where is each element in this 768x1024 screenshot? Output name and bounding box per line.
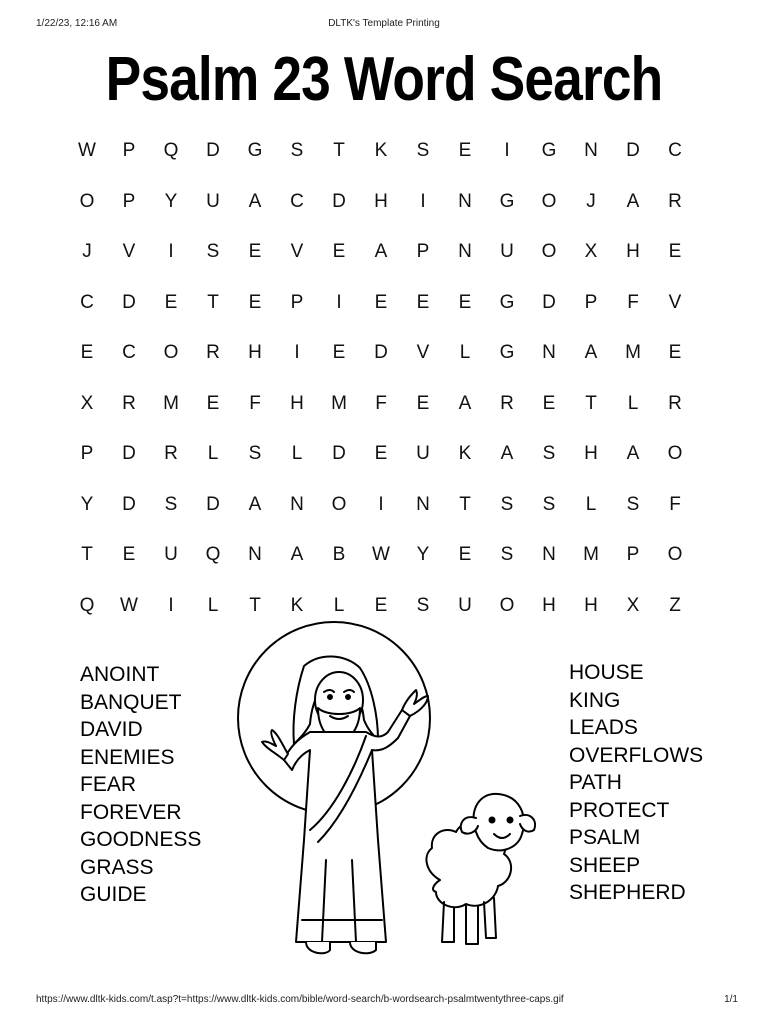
word-list-item: LEADS <box>569 716 638 739</box>
grid-cell: A <box>626 443 640 465</box>
word-list-item: PROTECT <box>569 798 670 822</box>
print-page-title: DLTK's Template Printing <box>328 18 440 29</box>
grid-cell: M <box>583 544 599 566</box>
grid-cell: D <box>332 443 346 465</box>
grid-cell: P <box>122 140 136 162</box>
grid-cell: A <box>584 342 598 364</box>
grid-cell: L <box>333 594 345 616</box>
grid-cell: A <box>626 190 640 212</box>
grid-cell: S <box>416 140 430 162</box>
grid-cell: E <box>248 291 262 313</box>
grid-cell: G <box>247 140 263 162</box>
grid-cell: E <box>542 392 556 414</box>
grid-cell: D <box>374 342 388 364</box>
grid-cell: N <box>458 241 472 263</box>
grid-cell: T <box>585 392 597 414</box>
grid-cell: O <box>541 190 557 212</box>
grid-cell: D <box>206 493 220 515</box>
grid-cell: R <box>500 392 514 414</box>
grid-cell: C <box>80 291 94 313</box>
grid-cell: E <box>164 291 178 313</box>
grid-cell: H <box>542 594 556 616</box>
grid-cell: E <box>332 342 346 364</box>
word-list-item: ANOINT <box>80 663 160 686</box>
word-list-item: DAVID <box>80 718 143 741</box>
grid-cell: R <box>164 443 178 465</box>
grid-cell: P <box>122 190 136 212</box>
grid-cell: Y <box>80 493 94 515</box>
grid-cell: A <box>458 392 472 414</box>
grid-cell: Q <box>163 140 179 162</box>
grid-cell: R <box>668 392 682 414</box>
grid-cell: W <box>120 594 138 616</box>
grid-cell: V <box>290 241 304 263</box>
grid-cell: S <box>290 140 304 162</box>
grid-cell: N <box>290 493 304 515</box>
grid-cell: S <box>500 493 514 515</box>
grid-cell: G <box>499 342 515 364</box>
grid-cell: R <box>206 342 220 364</box>
grid-cell: S <box>164 493 178 515</box>
footer-url: https://www.dltk-kids.com/t.asp?t=https://www.dltk-kids.com/bible/word-search/b-wordsearch-psalmtwentythree-caps.gif <box>36 994 564 1005</box>
grid-cell: D <box>332 190 346 212</box>
grid-cell: F <box>249 392 261 414</box>
grid-cell: M <box>163 392 179 414</box>
grid-cell: E <box>374 594 388 616</box>
footer-page-number: 1/1 <box>724 994 738 1005</box>
grid-cell: E <box>122 544 136 566</box>
grid-cell: T <box>333 140 345 162</box>
grid-cell: O <box>667 544 683 566</box>
grid-cell: F <box>375 392 387 414</box>
grid-cell: S <box>248 443 262 465</box>
grid-cell: R <box>668 190 682 212</box>
grid-cell: X <box>584 241 598 263</box>
grid-cell: I <box>168 241 174 263</box>
grid-cell: E <box>332 241 346 263</box>
word-list-item: OVERFLOWS <box>569 743 704 767</box>
grid-cell: N <box>584 140 598 162</box>
grid-cell: T <box>207 291 219 313</box>
grid-cell: D <box>122 291 136 313</box>
grid-cell: E <box>668 241 682 263</box>
grid-cell: D <box>206 140 220 162</box>
grid-cell: A <box>290 544 304 566</box>
grid-cell: B <box>332 544 346 566</box>
grid-cell: H <box>584 594 598 616</box>
grid-cell: E <box>458 291 472 313</box>
grid-cell: F <box>669 493 681 515</box>
word-list-left <box>80 661 201 909</box>
grid-cell: H <box>374 190 388 212</box>
grid-cell: C <box>290 190 304 212</box>
grid-cell: C <box>122 342 136 364</box>
grid-cell: T <box>81 544 93 566</box>
grid-cell: K <box>374 140 388 162</box>
grid-cell: G <box>499 291 515 313</box>
grid-cell: J <box>82 241 92 263</box>
grid-cell: U <box>458 594 472 616</box>
grid-cell: I <box>168 594 174 616</box>
grid-cell: S <box>626 493 640 515</box>
grid-cell: O <box>499 594 515 616</box>
worksheet-title: Psalm 23 Word Search <box>105 45 663 114</box>
grid-cell: S <box>542 493 556 515</box>
left-hand-icon <box>262 730 288 760</box>
grid-cell: Q <box>205 544 221 566</box>
right-hand-icon <box>402 690 428 716</box>
word-list-right <box>569 659 703 907</box>
grid-cell: H <box>626 241 640 263</box>
grid-cell: A <box>374 241 388 263</box>
grid-cell: L <box>291 443 303 465</box>
grid-cell: I <box>294 342 300 364</box>
grid-cell: J <box>586 190 596 212</box>
grid-cell: I <box>504 140 510 162</box>
grid-cell: D <box>626 140 640 162</box>
grid-cell: O <box>79 190 95 212</box>
grid-cell: D <box>122 443 136 465</box>
grid-cell: K <box>290 594 304 616</box>
grid-cell: F <box>627 291 639 313</box>
grid-cell: G <box>541 140 557 162</box>
letter-grid <box>66 126 696 631</box>
grid-cell: E <box>458 544 472 566</box>
grid-cell: G <box>499 190 515 212</box>
grid-cell: P <box>626 544 640 566</box>
grid-cell: Z <box>669 594 681 616</box>
grid-cell: H <box>584 443 598 465</box>
grid-cell: L <box>207 594 219 616</box>
grid-cell: O <box>541 241 557 263</box>
grid-cell: C <box>668 140 682 162</box>
grid-cell: U <box>164 544 178 566</box>
grid-cell: I <box>378 493 384 515</box>
grid-cell: K <box>458 443 472 465</box>
grid-cell: N <box>542 342 556 364</box>
word-list-item: FOREVER <box>80 800 182 824</box>
word-list-item: HOUSE <box>569 661 644 684</box>
grid-cell: P <box>416 241 430 263</box>
grid-cell: L <box>459 342 471 364</box>
word-list-item: FEAR <box>80 773 137 796</box>
grid-cell: S <box>416 594 430 616</box>
grid-cell: T <box>249 594 261 616</box>
grid-cell: P <box>584 291 598 313</box>
grid-cell: X <box>626 594 640 616</box>
grid-cell: O <box>667 443 683 465</box>
grid-cell: O <box>331 493 347 515</box>
feet-icon <box>306 942 376 953</box>
grid-cell: W <box>78 140 96 162</box>
grid-cell: V <box>416 342 430 364</box>
robe-icon <box>284 710 410 942</box>
grid-cell: E <box>374 443 388 465</box>
word-list-item: GRASS <box>80 855 154 879</box>
grid-cell: U <box>500 241 514 263</box>
grid-cell: I <box>336 291 342 313</box>
grid-cell: D <box>122 493 136 515</box>
grid-cell: N <box>248 544 262 566</box>
word-list-item: KING <box>569 688 621 712</box>
grid-cell: E <box>248 241 262 263</box>
grid-cell: S <box>500 544 514 566</box>
grid-cell: D <box>542 291 556 313</box>
grid-cell: U <box>416 443 430 465</box>
grid-cell: O <box>163 342 179 364</box>
grid-cell: Q <box>79 594 95 616</box>
grid-cell: S <box>206 241 220 263</box>
grid-cell: L <box>207 443 219 465</box>
grid-cell: E <box>374 291 388 313</box>
grid-cell: V <box>668 291 682 313</box>
word-list-item: SHEPHERD <box>569 881 686 904</box>
grid-cell: Y <box>416 544 430 566</box>
grid-cell: E <box>458 140 472 162</box>
grid-cell: L <box>627 392 639 414</box>
word-list-item: GUIDE <box>80 883 147 906</box>
grid-cell: T <box>459 493 471 515</box>
word-list-item: PATH <box>569 771 622 794</box>
grid-cell: Y <box>164 190 178 212</box>
word-list-item: SHEEP <box>569 853 641 877</box>
grid-cell: A <box>500 443 514 465</box>
grid-cell: E <box>80 342 94 364</box>
grid-cell: L <box>585 493 597 515</box>
grid-cell: V <box>122 241 136 263</box>
grid-cell: I <box>420 190 426 212</box>
grid-cell: X <box>80 392 94 414</box>
word-list-item: PSALM <box>569 826 641 849</box>
grid-cell: W <box>372 544 390 566</box>
grid-cell: A <box>248 190 262 212</box>
grid-cell: E <box>416 291 430 313</box>
grid-cell: P <box>290 291 304 313</box>
grid-cell: N <box>542 544 556 566</box>
word-list-item: BANQUET <box>80 690 182 714</box>
grid-cell: E <box>668 342 682 364</box>
grid-cell: A <box>248 493 262 515</box>
grid-cell: N <box>458 190 472 212</box>
grid-cell: E <box>416 392 430 414</box>
grid-cell: U <box>206 190 220 212</box>
jesus-with-halo-and-lamb-icon <box>226 620 546 970</box>
grid-cell: E <box>206 392 220 414</box>
word-list-item: ENEMIES <box>80 745 175 769</box>
grid-cell: M <box>331 392 347 414</box>
grid-cell: S <box>542 443 556 465</box>
grid-cell: N <box>416 493 430 515</box>
grid-cell: H <box>290 392 304 414</box>
grid-cell: R <box>122 392 136 414</box>
lamb-icon <box>426 794 535 944</box>
grid-cell: P <box>80 443 94 465</box>
grid-cell: M <box>625 342 641 364</box>
word-list-item: GOODNESS <box>80 828 202 851</box>
print-datetime: 1/22/23, 12:16 AM <box>36 18 118 29</box>
grid-cell: H <box>248 342 262 364</box>
